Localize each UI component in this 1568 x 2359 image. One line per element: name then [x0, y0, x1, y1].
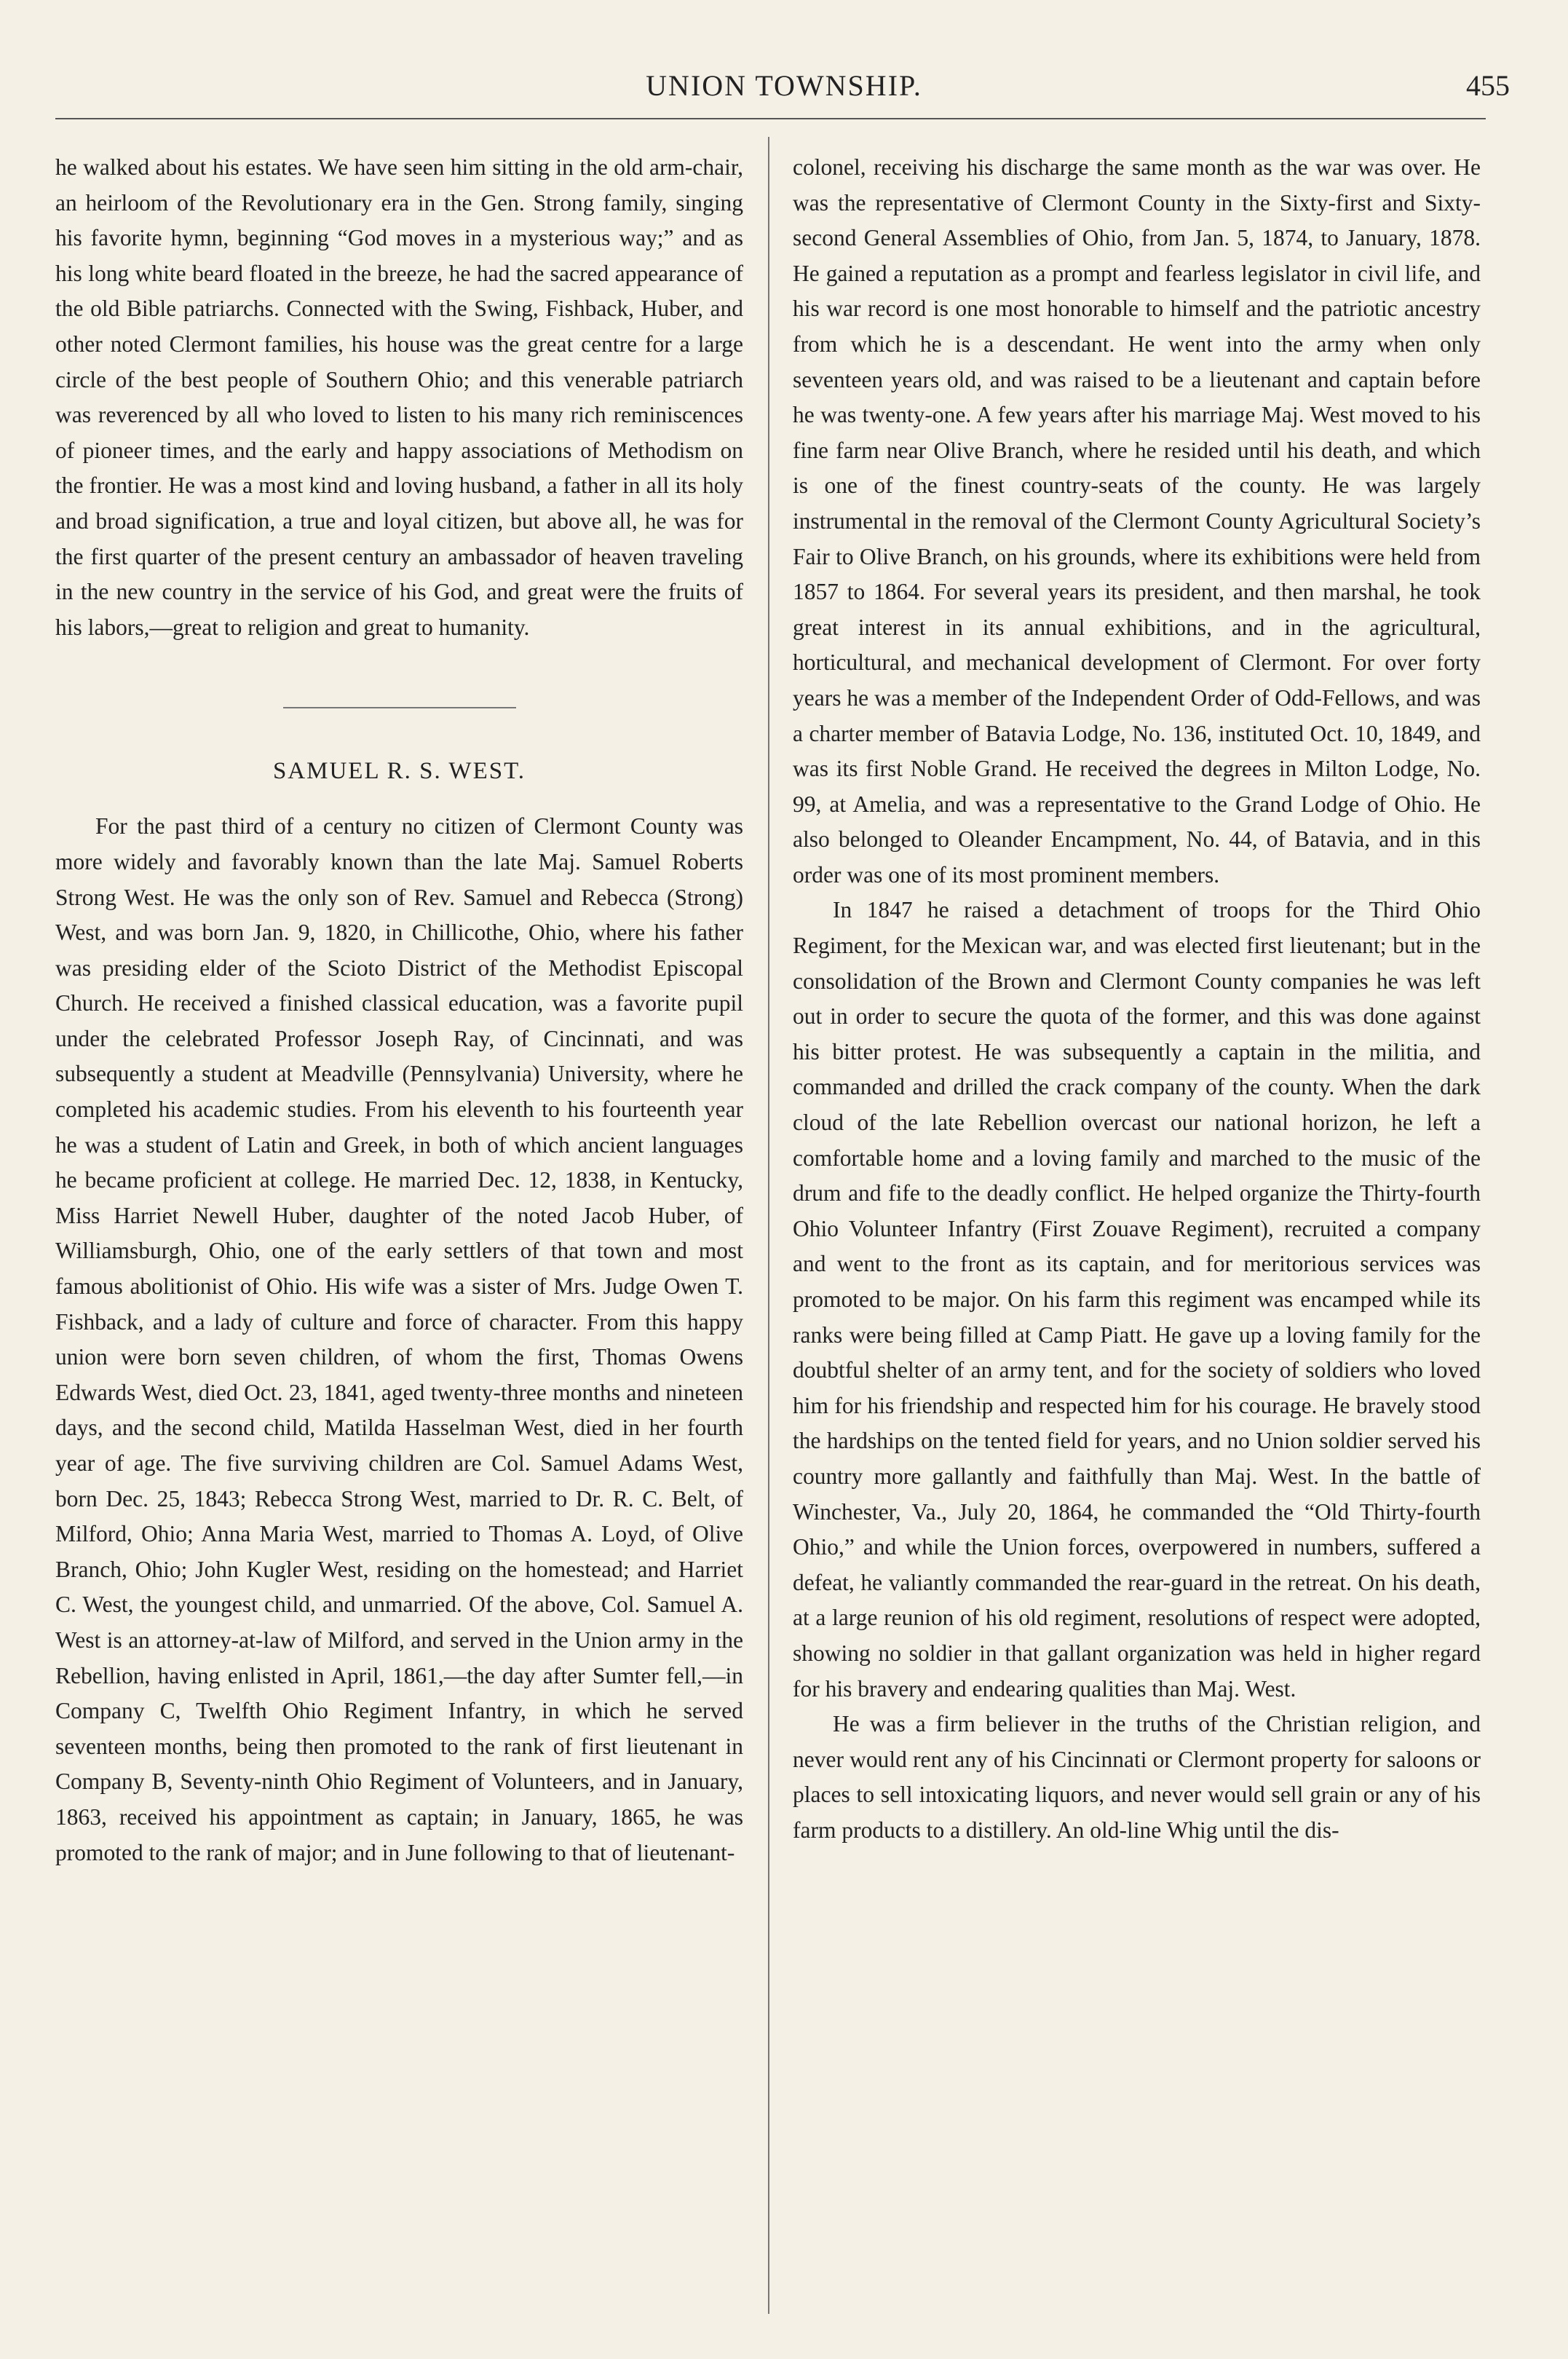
header-rule	[55, 118, 1486, 119]
paragraph: For the past third of a century no citizen of Clermont County was more widely and favorably known than the late Maj. Samuel Roberts Strong West. He was the only son of Rev. Samuel and Rebecca (Strong) West, and was born Jan. 9, 1820, in Chillicothe, Ohio, where his father was presiding elder of the Scioto District of the Methodist Episcopal Church. He received a finished classical education, was a favorite pupil under the celebrated Professor Joseph Ray, of Cincinnati, and was subsequently a student at Meadville (Pennsylvania) University, where he completed his academic studies. From his eleventh to his fourteenth year he was a student of Latin and Greek, in both of which ancient languages he became proficient at college. He married Dec. 12, 1838, in Kentucky, Miss Harriet Newell Huber, daughter of the noted Jacob Huber, of Williamsburgh, Ohio, one of the early settlers of that town and most famous abolitionist of Ohio. His wife was a sister of Mrs. Judge Owen T. Fishback, and a lady of culture and force of character. From this happy union were born seven children, of whom the first, Thomas Owens Edwards West, died Oct. 23, 1841, aged twenty-three months and nineteen days, and the second child, Matilda Hasselman West, died in her fourth year of age. The five surviving children are Col. Samuel Adams West, born Dec. 25, 1843; Rebecca Strong West, married to Dr. R. C. Belt, of Milford, Ohio; Anna Maria West, married to Thomas A. Loyd, of Olive Branch, Ohio; John Kugler West, residing on the homestead; and Harriet C. West, the youngest child, and unmarried. Of the above, Col. Samuel A. West is an attorney-at-law of Milford, and served in the Union army in the Rebellion, having enlisted in April, 1861,—the day after Sumter fell,—in Company C, Twelfth Ohio Regiment Infantry, in which he served seventeen months, being then promoted to the rank of first lieutenant in Company B, Seventy-ninth Ohio Regiment of Volunteers, and in January, 1863, received his appointment as captain; in January, 1865, he was promoted to the rank of major; and in June following to that of lieutenant-	[55, 813, 743, 1865]
running-header-title: UNION TOWNSHIP.	[646, 69, 922, 102]
paragraph: In 1847 he raised a detachment of troops for the Third Ohio Regiment, for the Mexican war, and was elected first lieutenant; but in the consolidation of the Brown and Clermont County companies he was left out in order to secure the quota of the former, and this was done against his bitter protest. He was subsequently a captain in the militia, and commanded and drilled the crack company of the county. When the dark cloud of the late Rebellion overcast our national horizon, he left a comfortable home and a loving family and marched to the music of the drum and fife to the deadly conflict. He helped organize the Thirty-fourth Ohio Volunteer Infantry (First Zouave Regiment), recruited a company and went to the front as its captain, and for meritorious services was promoted to be major. On his farm this regiment was encamped while its ranks were being filled at Camp Piatt. He gave up a loving family for the doubtful shelter of an army tent, and for the society of soldiers who loved him for his friendship and respected him for his courage. He bravely stood the hardships on the tented field for years, and no Union soldier served his country more gallantly and faithfully than Maj. West. In the battle of Winchester, Va., July 20, 1864, he commanded the “Old Thirty-fourth Ohio,” and while the Union forces, overpowered in numbers, suffered a defeat, he valiantly commanded the rear-guard in the retreat. On his death, at a large reunion of his old regiment, resolutions of respect were adopted, showing no soldier in that gallant organization was held in higher regard for his bravery and endearing qualities than Maj. West.	[793, 897, 1481, 1702]
section-heading: SAMUEL R. S. WEST.	[272, 758, 526, 785]
column-divider	[768, 137, 769, 2314]
page-number: 455	[1466, 69, 1510, 102]
paragraph: He was a firm believer in the truths of the Christian religion, and never would rent any of his Cincinnati or Clermont property for saloons or places to sell intoxicating liquors, and never would sell grain or any of his farm products to a distillery. An old-line Whig until the dis-	[793, 1711, 1481, 1843]
left-column	[55, 150, 743, 1870]
section-rule	[283, 707, 516, 708]
paragraph: he walked about his estates. We have seen him sitting in the old arm-chair, an heirloom of the Revolutionary era in the Gen. Strong family, singing his favorite hymn, beginning “God moves in a mysterious way;” and as his long white beard floated in the breeze, he had the sacred appearance of the old Bible patriarchs. Connected with the Swing, Fishback, Huber, and other noted Clermont families, his house was the great centre for a large circle of the best people of Southern Ohio; and this venerable patriarch was reverenced by all who loved to listen to his many rich reminiscences of pioneer times, and the early and happy associations of Methodism on the frontier. He was a most kind and loving husband, a father in all its holy and broad signification, a true and loyal citizen, but above all, he was for the first quarter of the present century an ambassador of heaven traveling in the new country in the service of his God, and great were the fruits of his labors,—great to religion and great to humanity.	[55, 154, 743, 640]
right-column	[793, 150, 1481, 1849]
paragraph: colonel, receiving his discharge the same month as the war was over. He was the representative of Clermont County in the Sixty-first and Sixty-second General Assemblies of Ohio, from Jan. 5, 1874, to January, 1878. He gained a reputation as a prompt and fearless legislator in civil life, and his war record is one most honorable to himself and the patriotic ancestry from which he is a descendant. He went into the army when only seventeen years old, and was raised to be a lieutenant and captain before he was twenty-one. A few years after his marriage Maj. West moved to his fine farm near Olive Branch, where he resided until his death, and which is one of the finest country-seats of the county. He was largely instrumental in the removal of the Clermont County Agricultural Society’s Fair to Olive Branch, on his grounds, where its exhibitions were held from 1857 to 1864. For several years its president, and then marshal, he took great interest in its annual exhibitions, and in the agricultural, horticultural, and mechanical development of Clermont. For over forty years he was a member of the Independent Order of Odd-Fellows, and was a charter member of Batavia Lodge, No. 136, instituted Oct. 10, 1849, and was its first Noble Grand. He received the degrees in Milton Lodge, No. 99, at Amelia, and was a representative to the Grand Lodge of Ohio. He also belonged to Oleander Encampment, No. 44, of Batavia, and in this order was one of its most prominent members.	[793, 154, 1481, 888]
